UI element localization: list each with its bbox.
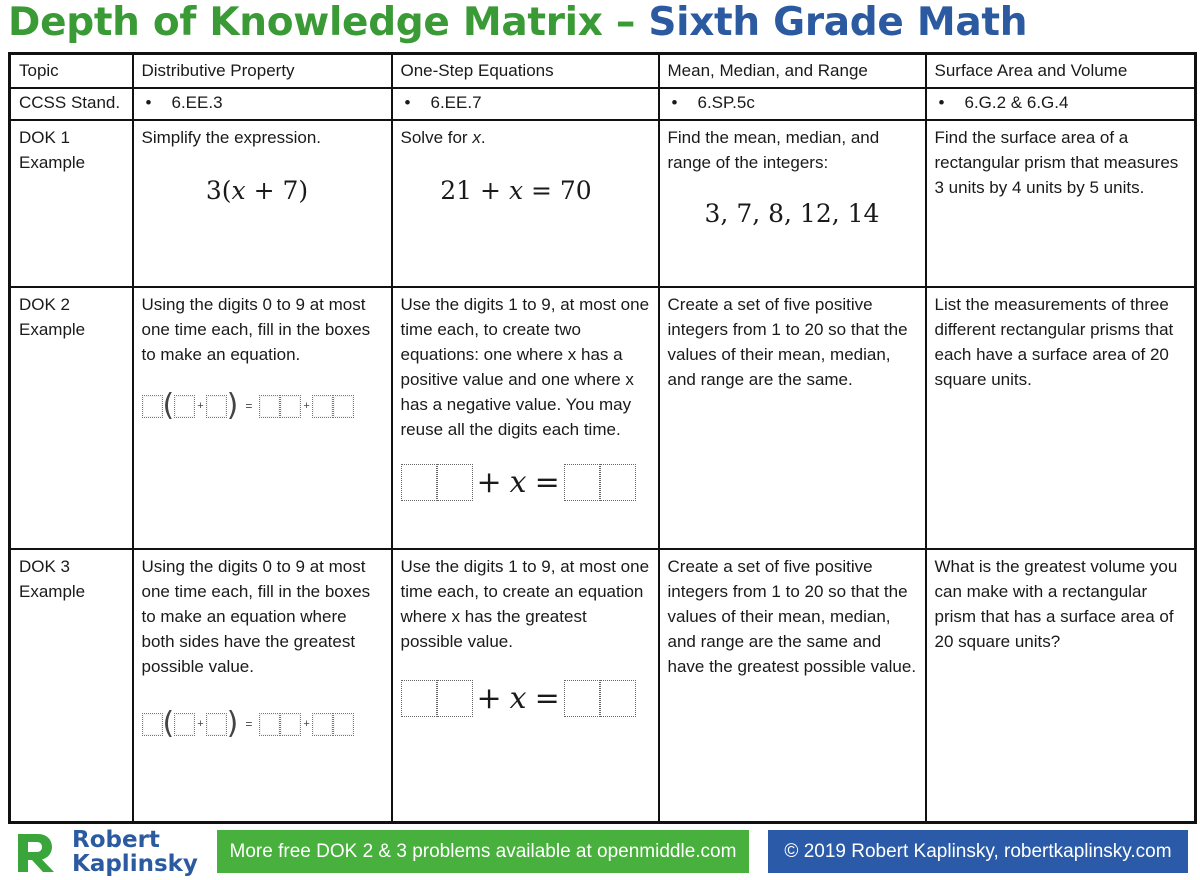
digit-box[interactable] <box>280 713 301 736</box>
dok2-prompt: Create a set of five positive integers from 1 to 20 so that the values of their mean, median, and range are the same. <box>667 295 908 389</box>
variable-x: x <box>509 465 527 500</box>
dok3-row <box>10 549 1196 822</box>
logo-line-2: Kaplinsky <box>72 851 198 877</box>
equals-sign: = <box>534 681 560 716</box>
copyright-banner[interactable]: © 2019 Robert Kaplinsky, robertkaplinsky.com <box>768 830 1188 873</box>
digit-box[interactable] <box>564 464 600 501</box>
dok1-integer-list: 3, 7, 8, 12, 14 <box>704 199 880 228</box>
digit-box[interactable] <box>142 713 163 736</box>
dok2-equations-cell <box>392 287 659 549</box>
dok1-prompt: Simplify the expression. <box>141 128 322 147</box>
digit-box[interactable] <box>333 395 354 418</box>
openmiddle-promo-banner[interactable]: More free DOK 2 & 3 problems available at openmiddle.com <box>217 830 749 873</box>
ccss-standard: 6.EE.7 <box>430 93 482 112</box>
dok2-geometry-cell <box>926 287 1196 549</box>
title-part-green: Depth of Knowledge Matrix – <box>8 0 636 45</box>
plus-sign: + <box>476 681 502 716</box>
dok1-row <box>10 120 1196 287</box>
dok1-expression: 3(x + 7) <box>205 176 309 205</box>
dok3-prompt: Create a set of five positive integers from 1 to 20 so that the values of their mean, median, and range are the same and have the greatest possible value. <box>667 557 917 676</box>
page-title <box>8 0 1027 46</box>
digit-box[interactable] <box>174 395 195 418</box>
equals-sign: = <box>245 716 253 731</box>
dok1-statistics-cell <box>659 120 926 287</box>
dok1-distributive-cell <box>133 120 392 287</box>
dok2-statistics-cell <box>659 287 926 549</box>
digit-box-equation <box>401 464 650 501</box>
digit-box[interactable] <box>401 680 437 717</box>
ccss-cell <box>926 88 1196 120</box>
plus-sign: + <box>197 399 204 412</box>
dok1-prompt: Solve for x. <box>400 128 486 147</box>
dok3-prompt: Using the digits 0 to 9 at most one time each, fill in the boxes to make an equation where both sides have the greatest possible value. <box>141 557 371 676</box>
digit-box[interactable] <box>259 395 280 418</box>
variable-x: x <box>509 681 527 716</box>
topic-distributive-property: Distributive Property <box>133 54 392 89</box>
dok3-prompt: What is the greatest volume you can make with a rectangular prism that has a surface area of 20 square units? <box>934 557 1178 651</box>
dok2-row <box>10 287 1196 549</box>
digit-box[interactable] <box>437 464 473 501</box>
dok3-statistics-cell <box>659 549 926 822</box>
plus-sign: + <box>303 399 310 412</box>
dok2-prompt: Use the digits 1 to 9, at most one time each, to create two equations: one where x has a positive value and one where x has a negative value. You may reuse all the digits each time. <box>400 295 650 439</box>
digit-box[interactable] <box>333 713 354 736</box>
row-label-dok3: DOK 3 Example <box>10 549 133 822</box>
dok-matrix-table <box>8 52 1197 824</box>
dok2-prompt: Using the digits 0 to 9 at most one time each, fill in the boxes to make an equation. <box>141 295 371 364</box>
digit-box[interactable] <box>600 680 636 717</box>
dok1-prompt: Find the mean, median, and range of the integers: <box>667 128 880 172</box>
dok1-prompt: Find the surface area of a rectangular prism that measures 3 units by 4 units by 5 units. <box>934 128 1179 197</box>
topic-mean-median-range: Mean, Median, and Range <box>659 54 926 89</box>
logo-line-1: Robert <box>72 827 160 853</box>
topic-surface-area-volume: Surface Area and Volume <box>926 54 1196 89</box>
row-label-topic: Topic <box>10 54 133 89</box>
digit-box[interactable] <box>142 395 163 418</box>
digit-box[interactable] <box>312 713 333 736</box>
ccss-standard: 6.EE.3 <box>171 93 223 112</box>
bullet-icon <box>668 90 698 115</box>
dok1-equation: 21 + x = 70 <box>440 176 592 205</box>
digit-box[interactable] <box>600 464 636 501</box>
author-logo[interactable] <box>14 828 198 876</box>
digit-box-equation <box>142 706 383 741</box>
equals-sign: = <box>534 465 560 500</box>
topic-one-step-equations: One-Step Equations <box>392 54 659 89</box>
digit-box-equation <box>142 388 383 423</box>
dok1-geometry-cell <box>926 120 1196 287</box>
dok3-equations-cell <box>392 549 659 822</box>
close-paren: ) <box>226 706 239 741</box>
plus-sign: + <box>197 717 204 730</box>
digit-box[interactable] <box>206 395 227 418</box>
ccss-cell <box>392 88 659 120</box>
digit-box-equation <box>401 680 650 717</box>
dok3-geometry-cell <box>926 549 1196 822</box>
bullet-icon <box>142 90 172 115</box>
dok3-distributive-cell <box>133 549 392 822</box>
dok2-prompt: List the measurements of three different rectangular prisms that each have a surface area of 20 square units. <box>934 295 1174 389</box>
dok1-equations-cell <box>392 120 659 287</box>
open-paren: ( <box>162 706 175 741</box>
plus-sign: + <box>303 717 310 730</box>
equals-sign: = <box>245 398 253 413</box>
dok3-prompt: Use the digits 1 to 9, at most one time each, to create an equation where x has the greatest possible value. <box>400 557 650 651</box>
open-paren: ( <box>162 388 175 423</box>
rk-logo-icon <box>14 830 58 874</box>
ccss-row <box>10 88 1196 120</box>
bullet-icon <box>401 90 431 115</box>
digit-box[interactable] <box>206 713 227 736</box>
title-part-blue: Sixth Grade Math <box>648 0 1028 45</box>
digit-box[interactable] <box>437 680 473 717</box>
row-label-dok1: DOK 1 Example <box>10 120 133 287</box>
close-paren: ) <box>226 388 239 423</box>
plus-sign: + <box>476 465 502 500</box>
row-label-ccss: CCSS Stand. <box>10 88 133 120</box>
ccss-cell <box>133 88 392 120</box>
bullet-icon <box>935 90 965 115</box>
topic-row <box>10 54 1196 89</box>
digit-box[interactable] <box>259 713 280 736</box>
ccss-standard: 6.SP.5c <box>697 93 755 112</box>
row-label-dok2: DOK 2 Example <box>10 287 133 549</box>
digit-box[interactable] <box>401 464 437 501</box>
digit-box[interactable] <box>280 395 301 418</box>
ccss-standard: 6.G.2 & 6.G.4 <box>964 93 1069 112</box>
digit-box[interactable] <box>564 680 600 717</box>
dok2-distributive-cell <box>133 287 392 549</box>
logo-wordmark <box>72 828 198 876</box>
digit-box[interactable] <box>174 713 195 736</box>
digit-box[interactable] <box>312 395 333 418</box>
ccss-cell <box>659 88 926 120</box>
